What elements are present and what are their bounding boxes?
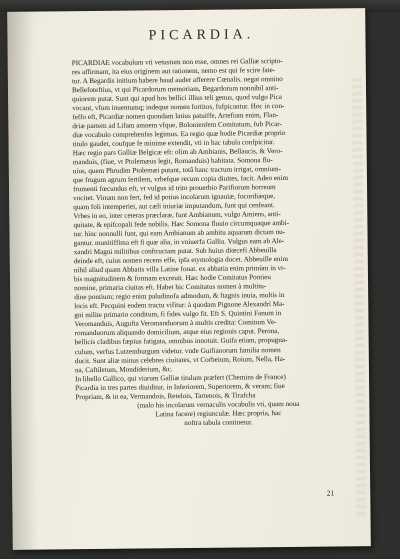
text-line: PICARDIAE vocabulum vti vetustum non esse, omnes rei Galliæ scripto- [71, 57, 283, 68]
text-line: locis eft. Pecquini eodem tractu vifitur: à quodam Pignone Alexandri Ma- [74, 300, 285, 311]
text-line: Picardia in tres partes diuiditur, in Inferiorem, Superiorem, & veram; fiue [75, 381, 285, 392]
text-line: In libello Gallico, qui viarum Galliæ titulum præfert (Chemins de France) [74, 372, 286, 383]
text-line: nihil aliud quam Abbatis villa Latine fonat. ex abbatia enim primùm in vr- [73, 264, 286, 275]
book-page [7, 8, 371, 550]
text-line: driæ partem ad Lifam amnem vfque, Bolonienfem Comitatum, fub Picar- [72, 120, 282, 131]
text-line: Propriam, & in ea, Vermandois, Retelois, Tartenois, & Tirafcha [75, 390, 256, 401]
text-line: frumenti fœcundus eft, vt vulgus id trito prouerbio Parifiorum horreum [73, 183, 276, 194]
text-line: que frugum agrum fertilem, vrbefque recum copia diuites, facit. Adeo enim [72, 174, 289, 185]
text-line: bellicis cladibus fæpius fatigata, omnibus innotuit. Guifa etiam, propugna- [74, 336, 288, 347]
text-line: nomine, primaria ciuitas eft. Habet hic Comitatus nomen à multitu- [74, 282, 267, 293]
text-line: uius, quem Phrudim Ptolemæi putant, totâ hanc tractum irrigat, omnium- [72, 165, 282, 176]
page-number: 21 [326, 488, 335, 498]
text-line: vocitet. Vinum non fert, fed id potius incolarum ignauiæ, focordiæque, [73, 192, 276, 203]
text-line: (malo his incolarum vernaculis vocabulis vti, quam noua [137, 399, 300, 410]
body-text [72, 56, 362, 429]
text-line: quam foli intemperiei, aut cæli iniuriæ imputandum, funt qui cenfeant. [73, 201, 275, 212]
text-line: bis magnitudinem & formam excreuit. Hæc hodie Comitatus Pontieu [73, 273, 271, 284]
text-line: quitate, & epifcopali fede nobilis. Hæc Somona fluuio circumquaque ambi- [73, 219, 290, 230]
text-line: res affirmant, ita eius originem aut rationem, nemo est qui fe scire fate- [71, 66, 276, 77]
text-line: tur. A Begardis initium habere haud auder afferere Cœnalis. negat omnino [71, 75, 283, 86]
text-line: gantur. munitiffima eft fi quæ alia, in vniuerfa Gallia. Vulgus eam ab Ale- [73, 237, 285, 248]
page-title: PICARDIA. [148, 27, 255, 44]
text-line: na, Caftiletum, Mondiderium, &c. [74, 364, 173, 374]
text-line: manduis, (fiue, vt Ptolemæus legit, Romanduis) habitata. Somona flu- [72, 156, 273, 167]
text-line: diæ vocabulo comprehenfas legimus. Ea regio quæ hodie Picardiæ proprio [72, 129, 286, 140]
text-line: tur. hinc nonnulli funt, qui eam Ambianum ab ambitu aquarum dictam nu- [73, 228, 286, 239]
text-line: Vrbes in eo, inter ceteras præclaræ, funt Ambianum, vulgo Amiens, anti- [73, 210, 281, 221]
text-line: Hæc regio pars Galliæ Belgicæ eft: olim ab Ambianis, Bellaucis, & Vero- [72, 147, 283, 158]
text-line: noftra tabula continetur. [184, 417, 253, 427]
text-line: quiorem putat. Sunt qui apud hos bellici illius teli genus, quod vulgo Pica [72, 93, 282, 104]
text-line: gni milite primario conditum, fi fides vulgo fit. Eft S. Quintini Fanum in [74, 309, 282, 320]
text-line: xandri Magni militibus conftructam putat. Sub huius diœcefi Abbeuilla [73, 246, 277, 257]
text-line: Latina facere) regiunculæ. Hæc propria, hac [155, 408, 282, 418]
text-line: romanduorum aliquando domicilium, atque eius regionis caput. Perona, [74, 327, 280, 338]
text-line: Bellefoteftius, vt qui Picardorum memoriam, Begardorum nonnihil anti- [71, 84, 279, 95]
text-line: feffo eft, Picardiæ nomen quondam latius patuiffe, Artefiam enim, Flan- [72, 111, 279, 122]
text-line: dine pontium; regio enim paludinofa admodum, & ftagnis inuia, multis in [74, 291, 285, 302]
text-line: Veromanduis, Augufta Veromanduorum à multis credita: Comitum Ve- [74, 318, 277, 329]
text-line: ducit. Sunt aliæ minus celebres ciuitates, vt Corbeium, Roium, Nella, Ha- [74, 354, 286, 365]
text-line: deinde eft, cuius nomen recens effe, ipfa etymologia docet. Abbeuille enim [73, 255, 289, 266]
text-line: titulo gaudet, coufque fe minime extendit, vti in hac tabula confpicitur. [72, 138, 275, 149]
text-line: culum, verfus Lutzemburgum videtur. vnde Guifianorum familia nomen [74, 345, 281, 356]
text-line: vocant, vfum inuentumq; indeque nomen fortitos, fufpicantur. Hoc in con- [72, 102, 285, 113]
